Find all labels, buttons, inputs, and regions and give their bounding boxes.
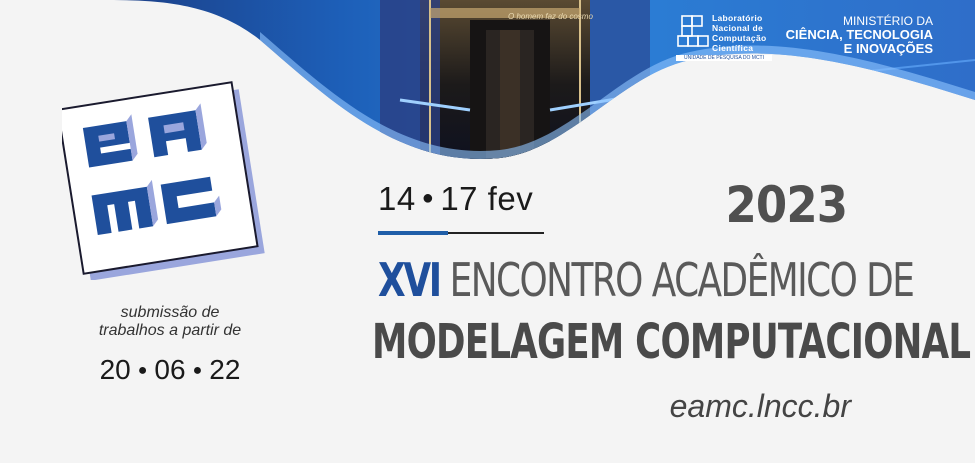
ministry-logo: MINISTÉRIO DA CIÊNCIA, TECNOLOGIA E INOVAÇÕES xyxy=(785,14,933,56)
event-url[interactable]: eamc.lncc.br xyxy=(669,388,851,424)
submission-text: submissão de trabalhos a partir de xyxy=(98,304,242,339)
date-underline xyxy=(448,232,544,234)
event-dates: 14 ● 17 fev xyxy=(378,180,534,217)
event-title-line2: MODELAGEM COMPUTACIONAL xyxy=(372,314,971,370)
edition-number: XVI xyxy=(378,253,440,307)
eamc-logo-icon xyxy=(62,80,266,280)
submission-date: 20 ● 06 ● 22 xyxy=(99,354,241,385)
corridor-sign: O homem faz do cosmo xyxy=(508,12,593,21)
event-year: 2023 xyxy=(725,176,847,234)
date-underline-accent xyxy=(378,231,448,235)
lncc-name: Laboratório Nacional de Computação Científica xyxy=(712,13,767,53)
lncc-unit-bar: UNIDADE DE PESQUISA DO MCTI xyxy=(676,55,772,61)
event-title-line1: XVI ENCONTRO ACADÊMICO DE xyxy=(378,253,914,307)
